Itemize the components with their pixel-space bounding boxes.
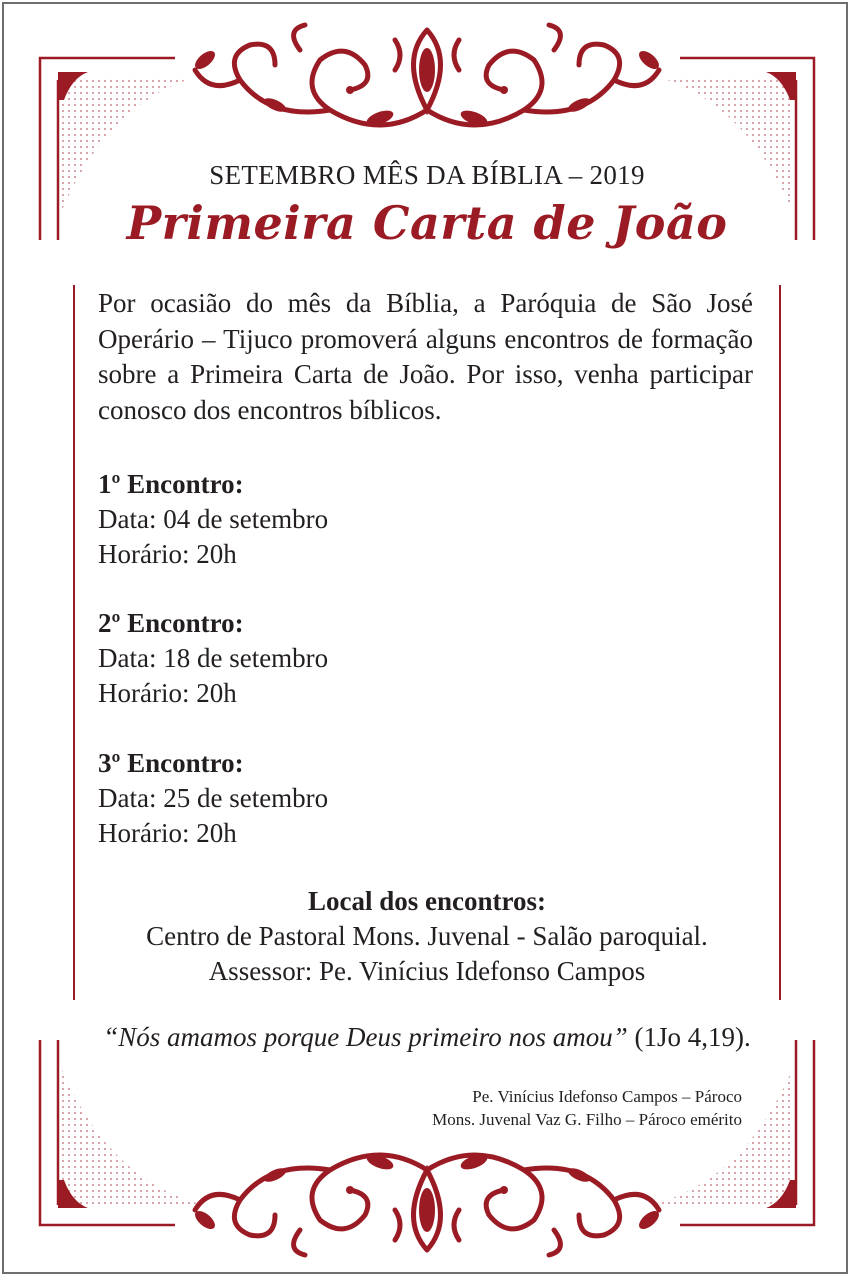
meeting-title: 1º Encontro: (98, 469, 244, 499)
location-block (0, 884, 854, 989)
location-advisor: Assessor: Pe. Vinícius Idefonso Campos (208, 956, 646, 986)
meeting-time: Horário: 20h (98, 678, 237, 708)
bible-quote (0, 1022, 854, 1053)
intro-paragraph: Por ocasião do mês da Bíblia, a Paróquia de São José Operário – Tijuco promoverá alguns encontros de formação sobre a Primeira Carta de João. Por isso, venha participar conosco dos encontros bíblicos. (98, 288, 753, 425)
quote-text: “Nós amamos porque Deus primeiro nos amou” (103, 1022, 628, 1052)
meeting-date: Data: 18 de setembro (98, 643, 329, 673)
header-subtitle: SETEMBRO MÊS DA BÍBLIA – 2019 (209, 160, 645, 190)
meeting-time: Horário: 20h (98, 539, 237, 569)
location-place: Centro de Pastoral Mons. Juvenal - Salão paroquial. (146, 921, 708, 951)
meeting-title: 2º Encontro: (98, 608, 244, 638)
location-title: Local dos encontros: (307, 886, 546, 916)
meeting-title: 3º Encontro: (98, 748, 244, 778)
meeting-date: Data: 04 de setembro (98, 504, 329, 534)
signature-line-1: Pe. Vinícius Idefonso Campos – Pároco (472, 1087, 742, 1106)
meeting-date: Data: 25 de setembro (98, 783, 329, 813)
signatures (432, 1085, 742, 1131)
meeting-time: Horário: 20h (98, 818, 237, 848)
meeting-1 (98, 467, 598, 572)
meeting-3 (98, 746, 598, 851)
signature-line-2: Mons. Juvenal Vaz G. Filho – Pároco emérito (432, 1110, 742, 1129)
page-title: Primeira Carta de João (126, 196, 728, 250)
quote-reference: (1Jo 4,19). (627, 1022, 751, 1052)
meeting-2 (98, 606, 598, 711)
